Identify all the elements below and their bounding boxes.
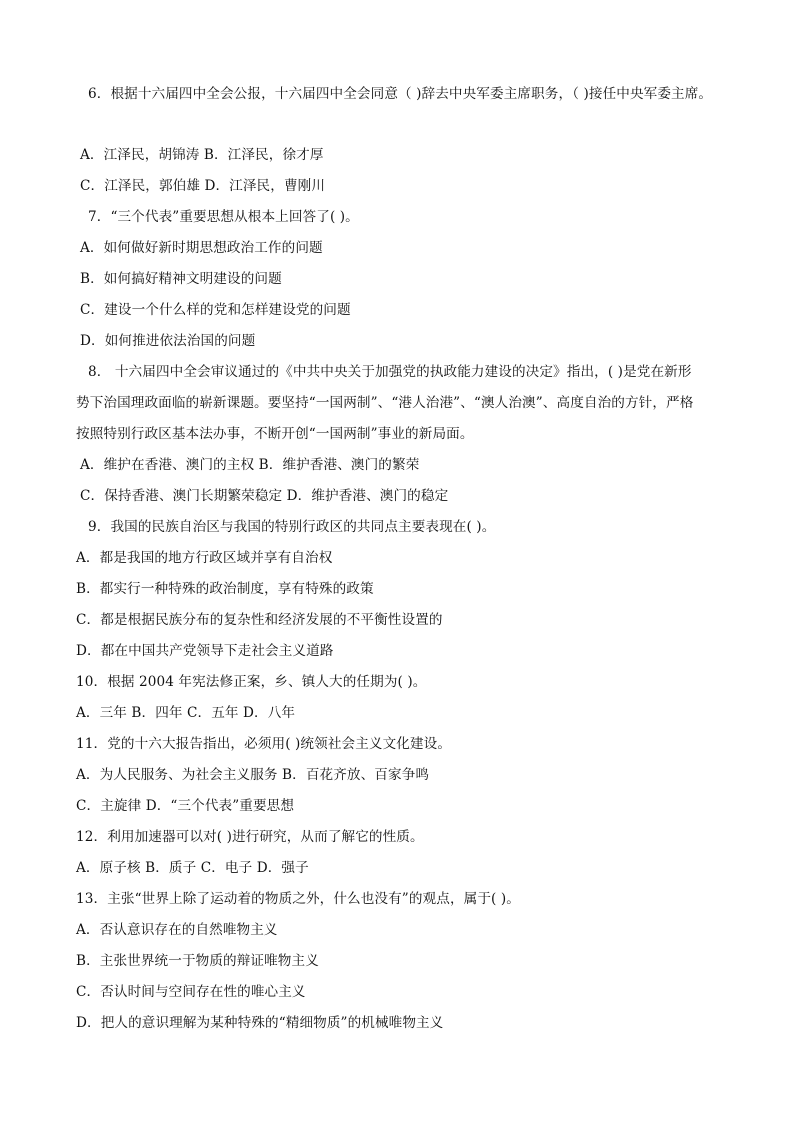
q13-option-b: B．主张世界统一于物质的辩证唯物主义 (76, 953, 319, 969)
q12-options: A．原子核 B．质子 C．电子 D．强子 (76, 860, 309, 876)
q9-option-c: C．都是根据民族分布的复杂性和经济发展的不平衡性设置的 (76, 612, 443, 628)
q9-option-b: B．都实行一种特殊的政治制度，享有特殊的政策 (76, 581, 374, 597)
q13-option-d: D．把人的意识理解为某种特殊的“精细物质”的机械唯物主义 (76, 1015, 444, 1031)
q13-stem: 13．主张“世界上除了运动着的物质之外，什么也没有”的观点，属于( )。 (76, 891, 520, 907)
q7-option-c: C．建设一个什么样的党和怎样建设党的问题 (80, 302, 351, 318)
q10-stem: 10．根据 2004 年宪法修正案，乡、镇人大的任期为( )。 (76, 674, 427, 690)
q11-options-cd: C．主旋律 D．“三个代表”重要思想 (76, 798, 295, 814)
q8-options-cd: C．保持香港、澳门长期繁荣稳定 D．维护香港、澳门的稳定 (80, 488, 449, 504)
q9-stem: 9．我国的民族自治区与我国的特别行政区的共同点主要表现在( )。 (88, 519, 496, 535)
q8-stem-line2: 势下治国理政面临的崭新课题。要坚持“一国两制”、“港人治港”、“澳人治澳”、高度自治的方针，严格 (76, 395, 694, 411)
q7-option-d: D．如何推进依法治国的问题 (80, 333, 256, 349)
q7-stem: 7．“三个代表”重要思想从根本上回答了( )。 (88, 209, 359, 225)
q8-stem-line3: 按照特别行政区基本法办事，不断开创“一国两制”事业的新局面。 (76, 426, 474, 442)
q10-options: A．三年 B．四年 C．五年 D．八年 (76, 705, 296, 721)
q6-stem: 6．根据十六届四中全会公报，十六届四中全会同意（ )辞去中央军委主席职务，（ )接任中央军委主席。 (88, 86, 713, 102)
q9-option-d: D．都在中国共产党领导下走社会主义道路 (76, 643, 334, 659)
q13-option-c: C．否认时间与空间存在性的唯心主义 (76, 984, 306, 1000)
q11-options-ab: A．为人民服务、为社会主义服务 B．百花齐放、百家争鸣 (76, 767, 430, 783)
q13-option-a: A．否认意识存在的自然唯物主义 (76, 922, 278, 938)
q11-stem: 11．党的十六大报告指出，必须用( )统领社会主义文化建设。 (76, 736, 452, 752)
q12-stem: 12．利用加速器可以对( )进行研究，从而了解它的性质。 (76, 829, 424, 845)
q7-option-a: A．如何做好新时期思想政治工作的问题 (80, 240, 323, 256)
q8-stem-line1: 8． 十六届四中全会审议通过的《中共中央关于加强党的执政能力建设的决定》指出，( )是党在新形 (88, 364, 692, 380)
q7-option-b: B．如何搞好精神文明建设的问题 (80, 271, 282, 287)
q6-options-cd: C．江泽民，郭伯雄 D．江泽民，曹刚川 (80, 178, 326, 194)
q9-option-a: A．都是我国的地方行政区域并享有自治权 (76, 550, 333, 566)
q6-options-ab: A．江泽民，胡锦涛 B．江泽民，徐才厚 (80, 147, 324, 163)
q8-options-ab: A．维护在香港、澳门的主权 B．维护香港、澳门的繁荣 (80, 457, 420, 473)
